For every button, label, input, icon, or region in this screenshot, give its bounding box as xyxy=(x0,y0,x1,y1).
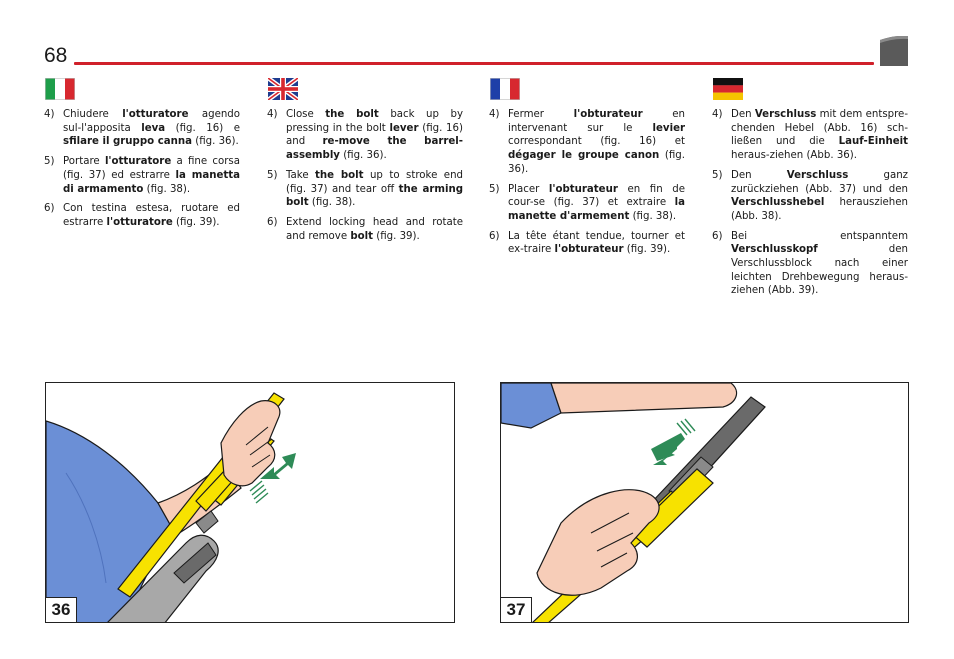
bold-term: la manette d'armement xyxy=(508,197,685,222)
header-rule xyxy=(74,62,874,65)
bold-term: the arming bolt xyxy=(286,183,463,209)
bold-term: la manetta di armamento xyxy=(63,169,241,195)
instruction-text: Close xyxy=(286,109,326,120)
instruction-text: herausziehen (Abb. 38). xyxy=(731,197,908,222)
bold-term: lever xyxy=(389,122,419,134)
instruction-text: (fig. 16) and xyxy=(286,122,463,148)
instruction-text: (fig. 36). xyxy=(192,136,239,148)
page-number: 68 xyxy=(44,44,68,67)
instruction-number: 6) xyxy=(267,216,278,228)
instruction-text: (fig. 16) e xyxy=(165,122,240,134)
instruction-number: 4) xyxy=(44,109,55,120)
instruction-text: (fig. 39). xyxy=(623,244,671,256)
bold-term: l'obturateur xyxy=(554,244,624,256)
uk-flag-icon xyxy=(268,78,298,100)
instruction-text: Take xyxy=(286,169,316,181)
figure-number: 37 xyxy=(501,597,532,622)
instruction-text: Con testina estesa, ruotare ed estrarre xyxy=(63,203,240,228)
bold-term: Verschlusskopf xyxy=(731,244,818,256)
instruction-list xyxy=(44,108,240,236)
instruction-item xyxy=(712,108,908,163)
instruction-number: 5) xyxy=(489,183,500,195)
bold-term: Verschlusshebel xyxy=(731,197,825,209)
instruction-number: 4) xyxy=(712,109,723,120)
instruction-text: den Verschlussblock nach einer leichten Drehbewegung heraus-ziehen (Abb. 39). xyxy=(731,244,908,297)
bold-term: l'obturateur xyxy=(573,109,643,120)
instruction-text: Chiudere xyxy=(63,109,123,120)
instruction-text: en intervenant sur le xyxy=(508,109,685,134)
bold-term: leva xyxy=(141,122,166,134)
instruction-number: 4) xyxy=(489,109,500,120)
instruction-text: Portare xyxy=(63,156,105,168)
instruction-text: (fig. 39). xyxy=(373,230,420,242)
barrel-removal-illustration xyxy=(46,383,455,623)
instruction-list xyxy=(267,108,463,249)
instruction-number: 6) xyxy=(489,230,500,242)
instruction-text: (fig. 38). xyxy=(143,183,191,195)
instruction-text: (fig. 39). xyxy=(172,216,220,228)
instruction-text: en fin de cour-se (fig. 37) et extraire xyxy=(508,183,685,209)
figure-number: 36 xyxy=(46,597,77,622)
instruction-item xyxy=(44,155,240,196)
french-flag-icon xyxy=(490,78,520,100)
instruction-item xyxy=(489,183,685,224)
instruction-item xyxy=(712,169,908,224)
bold-term: l'obturateur xyxy=(548,183,618,195)
german-flag-icon xyxy=(713,78,743,100)
instruction-text: Placer xyxy=(508,183,549,195)
figure-36 xyxy=(45,382,455,623)
instruction-text: correspondant (fig. 16) et xyxy=(508,136,685,148)
instruction-text: Den xyxy=(731,109,755,120)
instruction-text: Extend locking head and rotate and remove xyxy=(286,216,463,242)
instruction-text: (fig. 36). xyxy=(339,150,387,162)
instruction-text: back up by pressing in the bolt xyxy=(286,109,463,134)
instruction-number: 6) xyxy=(712,230,723,242)
instruction-text: agendo sul-l'apposita xyxy=(63,109,240,134)
bold-term: Verschluss xyxy=(786,169,849,181)
instruction-text: heraus-ziehen (Abb. 36). xyxy=(731,150,857,162)
instruction-list xyxy=(489,108,685,263)
bolt-stroke-illustration xyxy=(501,383,909,623)
arrow-down-left-icon xyxy=(651,419,695,465)
instruction-text: Den xyxy=(731,169,787,181)
instruction-text: (fig. 36). xyxy=(508,150,685,175)
instruction-item xyxy=(712,230,908,299)
instruction-number: 4) xyxy=(267,109,278,120)
instruction-item xyxy=(489,108,685,177)
instruction-item xyxy=(489,230,685,257)
instruction-text: (fig. 38). xyxy=(308,197,356,209)
corner-tab-icon xyxy=(880,36,908,66)
bold-term: levier xyxy=(652,122,685,134)
figure-37 xyxy=(500,382,909,623)
instruction-item xyxy=(267,169,463,210)
instruction-item xyxy=(267,216,463,243)
instruction-text: ganz zurückziehen (Abb. 37) und den xyxy=(731,169,908,195)
italian-flag-icon xyxy=(45,78,75,100)
instruction-text: mit dem entspre-chenden Hebel (Abb. 16) sch-ließen und die xyxy=(731,109,908,148)
instruction-item xyxy=(267,108,463,163)
instruction-number: 5) xyxy=(712,169,723,181)
instruction-text: Fermer xyxy=(508,109,574,120)
instruction-text: La tête étant tendue, tourner et ex-traire xyxy=(508,230,685,256)
instruction-text: (fig. 38). xyxy=(629,210,677,222)
bold-term: bolt xyxy=(350,230,373,242)
instruction-text: Bei entspanntem xyxy=(731,230,908,242)
instruction-item xyxy=(44,108,240,149)
instruction-number: 6) xyxy=(44,203,55,215)
bold-term: re-move the barrel-assembly xyxy=(286,136,464,162)
instruction-number: 5) xyxy=(267,169,278,181)
bold-term: l'otturatore xyxy=(104,156,172,168)
bold-term: the bolt xyxy=(325,109,379,120)
bold-term: l'otturatore xyxy=(122,109,189,120)
bold-term: Lauf-Einheit xyxy=(838,136,908,148)
bold-term: dégager le groupe canon xyxy=(508,150,660,162)
bold-term: l'otturatore xyxy=(106,216,173,228)
instruction-text: a fine corsa (fig. 37) ed estrarre xyxy=(63,156,240,181)
bold-term: the bolt xyxy=(315,169,364,181)
bold-term: sfilare il gruppo canna xyxy=(63,136,192,148)
instruction-number: 5) xyxy=(44,156,55,168)
instruction-item xyxy=(44,202,240,229)
instruction-text: up to stroke end (fig. 37) and tear off xyxy=(286,169,463,195)
bold-term: Verschluss xyxy=(754,109,817,120)
instruction-list xyxy=(712,108,908,304)
